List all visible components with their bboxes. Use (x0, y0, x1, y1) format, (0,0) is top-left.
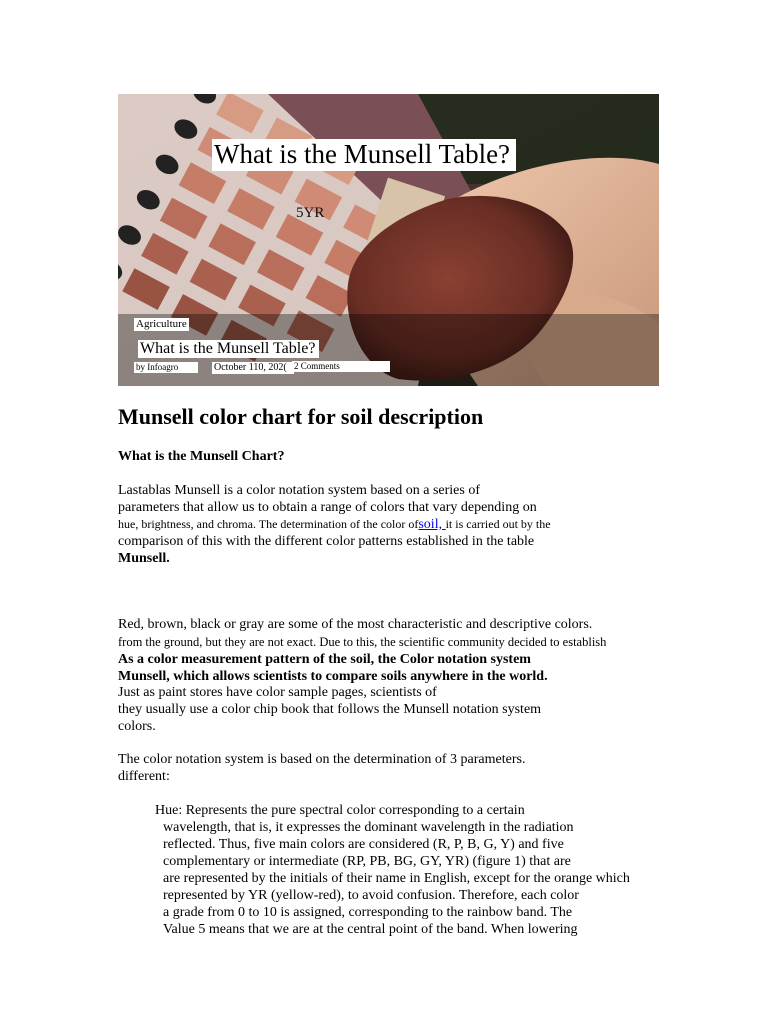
chip-label: 5YR (296, 205, 325, 221)
bullet-line6: represented by YR (yellow-red), to avoid confusion. Therefore, each color (163, 888, 579, 903)
para1-line3-post: it is carried out by the (445, 517, 551, 531)
para1-line5: Munsell. (118, 551, 170, 566)
hero-title: What is the Munsell Table? (212, 139, 516, 171)
para1-line3 (118, 516, 551, 533)
article-heading: Munsell color chart for soil description (118, 404, 484, 429)
para2-line5: Just as paint stores have color sample pages, scientists of (118, 685, 437, 700)
para2-line3: As a color measurement pattern of the soil, the Color notation system (118, 652, 531, 667)
para2-line1: Red, brown, black or gray are some of the most characteristic and descriptive colors. (118, 617, 593, 632)
author-link[interactable]: by Infoagro (134, 362, 198, 373)
para3-line2: different: (118, 769, 170, 784)
para1-line4: comparison of this with the different color patterns established in the table (118, 534, 535, 549)
bullet-line8: Value 5 means that we are at the central point of the band. When lowering (163, 922, 578, 937)
bullet-line1: Hue: Represents the pure spectral color corresponding to a certain (155, 803, 525, 818)
para1-line1: Lastablas Munsell is a color notation system based on a series of (118, 483, 480, 498)
comments-link[interactable]: 2 Comments (292, 361, 390, 372)
bullet-line4: complementary or intermediate (RP, PB, BG, GY, YR) (figure 1) that are (163, 854, 571, 869)
category-link[interactable]: Agriculture (136, 318, 187, 330)
para2-line2: from the ground, but they are not exact. Due to this, the scientific community decided to establish (118, 635, 607, 649)
para1-line3-pre: hue, brightness, and chroma. The determination of the color of (118, 517, 419, 531)
soil-link[interactable]: soil, (418, 517, 446, 532)
para2-line7: colors. (118, 719, 156, 734)
bullet-line5: are represented by the initials of their name in English, except for the orange which (163, 871, 630, 886)
post-title[interactable]: What is the Munsell Table? (138, 340, 319, 358)
para2-line6: they usually use a color chip book that follows the Munsell notation system (118, 702, 542, 717)
hero-image (118, 94, 659, 386)
para2-line4: Munsell, which allows scientists to compare soils anywhere in the world. (118, 669, 548, 684)
post-date: October 110, 202( (212, 362, 294, 374)
bullet-line3: reflected. Thus, five main colors are considered (R, P, B, G, Y) and five (163, 837, 564, 852)
bullet-line2: wavelength, that is, it expresses the dominant wavelength in the radiation (163, 820, 574, 835)
bullet-line7: a grade from 0 to 10 is assigned, corresponding to the rainbow band. The (163, 905, 573, 920)
para1-line2: parameters that allow us to obtain a range of colors that vary depending on (118, 500, 537, 515)
article-subheading: What is the Munsell Chart? (118, 449, 285, 464)
para3-line1: The color notation system is based on the determination of 3 parameters. (118, 752, 526, 767)
